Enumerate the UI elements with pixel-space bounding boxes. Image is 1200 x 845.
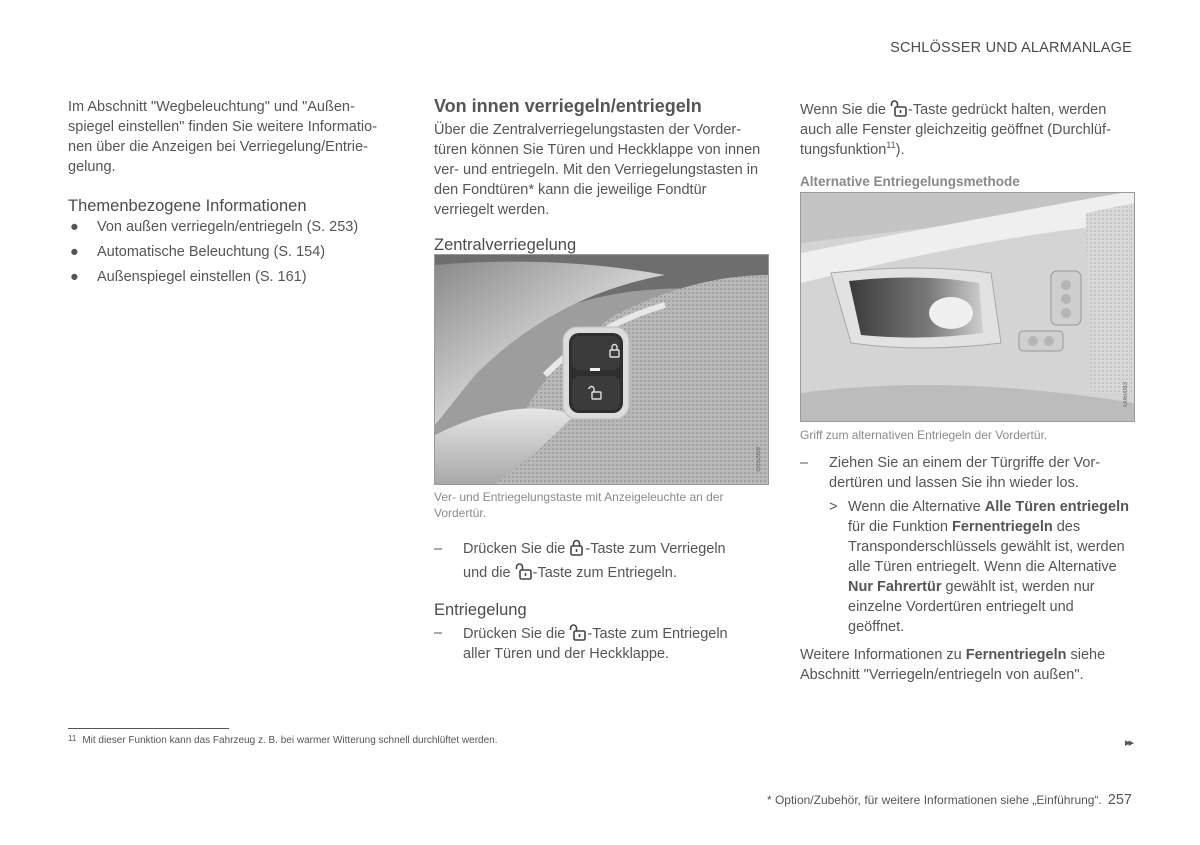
column-3 [800,99,1133,192]
footnote-ref[interactable]: 11 [886,140,896,151]
door-handle-image [800,192,1135,422]
lock-icon [569,539,585,556]
step-pull-handle: – Ziehen Sie an einem der Türgriffe der Vordertüren und lassen Sie ihn wieder los. [800,455,1101,491]
step-lock-unlock: – Drücken Sie die -Taste zum Verriegeln und die -Taste zum Entriegeln. [434,541,726,581]
next-page-arrows-icon[interactable]: ▸▸ [1124,737,1132,749]
page-number: 257 [1107,792,1132,808]
more-info-paragraph: Weitere Informationen zu Fernentriegeln siehe Abschnitt "Verriegeln/entriegeln von außen". [800,647,1106,683]
door-lock-buttons-image [434,254,769,485]
subheading-unlocking: Entriegelung [434,601,527,619]
intro-paragraph: Im Abschnitt "Wegbeleuchtung" und "Außenspiegel einstellen" finden Sie weitere Informationen über die Anzeigen bei Verriegelung/Entriegelung. [68,99,378,175]
bullet-icon: ● [70,219,79,235]
column-2 [434,94,769,256]
list-item[interactable]: ● Von außen verriegeln/entriegeln (S. 253) [70,219,359,235]
subheading-alternative: Alternative Entriegelungsmethode [800,174,1020,189]
column-1 [68,97,393,292]
step-unlock-all: – Drücken Sie die -Taste zum Entriegeln aller Türen und der Heckklappe. [434,625,728,662]
result-description: > Wenn die Alternative Alle Türen entriegeln für die Funktion Fernentriegeln des Transponderschlüssels gewählt ist, werden alle Türen entriegelt. Wenn die Alternative Nur Fahrertür gewählt ist, werden nur einzelne Vordertüren entriegelt und geöffnet. [829,499,1129,635]
unlock-icon [569,623,587,641]
subheading-central-locking: Zentralverriegelung [434,236,577,254]
section-header: SCHLÖSSER UND ALARMANLAGE [890,40,1132,56]
intro-paragraph: Über die Zentralverriegelungstasten der Vordertüren können Sie Türen und Heckklappe von innen ver- und entriegeln. Mit den Verriegelungstasten in den Fondtüren* kann die jeweilige Fondtür verriegelt werden. [434,122,761,218]
hold-paragraph: Wenn Sie die -Taste gedrückt halten, werden auch alle Fenster gleichzeitig geöffnet (Durchlüftungsfunktion$^{11}$). [800,99,1133,160]
related-heading: Themenbezogene Informationen [68,197,307,215]
footnote: $^{11}$ Mit dieser Funktion kann das Fahrzeug z. B. bei warmer Witterung schnell durchlüftet werden. [68,734,498,746]
image-code: G052909 [756,447,762,472]
image-code: G060083 [1123,382,1129,407]
unlock-icon [515,562,533,580]
image-caption: Ver- und Entriegelungstaste mit Anzeigeleuchte an der Vordertür. [434,490,724,520]
door-panel-illustration [435,255,768,484]
unlock-icon [890,99,908,117]
list-item[interactable]: ● Außenspiegel einstellen (S. 161) [70,269,307,285]
image-caption: Griff zum alternativen Entriegeln der Vordertür. [800,428,1048,442]
column-3-lower [800,427,1133,685]
column-2-lower [434,489,769,664]
option-note: * Option/Zubehör, für weitere Informationen siehe „Einführung“. [766,793,1102,807]
bullet-icon: ● [70,269,79,285]
section-title: Von innen verriegeln/entriegeln [434,96,702,116]
related-list [68,217,393,292]
bullet-icon: ● [70,244,79,260]
list-item[interactable]: ● Automatische Beleuchtung (S. 154) [70,244,326,260]
door-handle-illustration [801,193,1134,421]
page-footer [767,792,1132,808]
footnote-divider [68,728,229,729]
